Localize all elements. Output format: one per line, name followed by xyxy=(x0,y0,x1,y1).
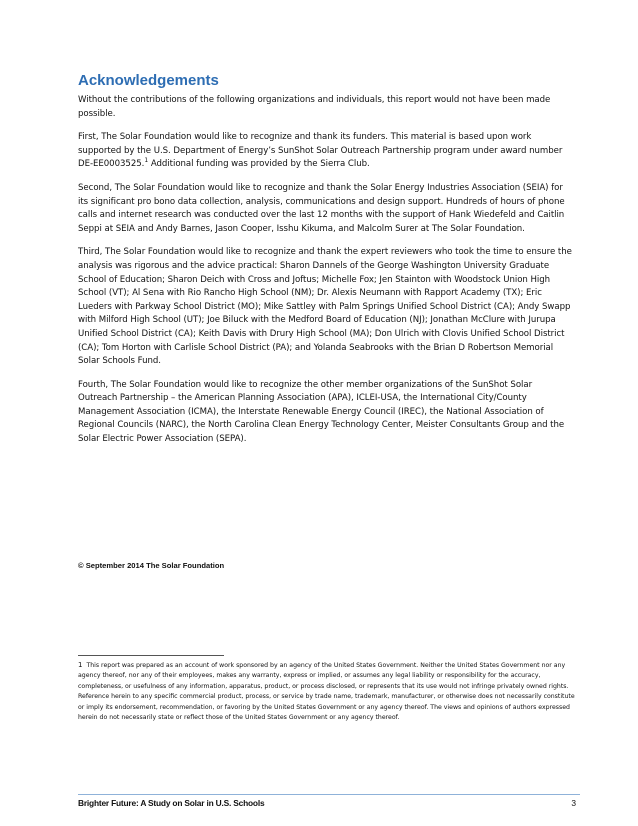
paragraph-seia: Second, The Solar Foundation would like to recognize and thank the Solar Energy Industries Association (SEIA) for its significant pro bono data collection, analysis, communications and design support. Hundreds of hours of phone calls and internet research was conducted over the last 12 months with the support of Hank Wiedefeld and Caitlin Seppi at SEIA and Andy Barnes, Jason Cooper, Isshu Kikuma, and Malcolm Surer at The Solar Foundation. xyxy=(78,182,565,234)
page-number: 3 xyxy=(571,798,576,808)
section-heading: Acknowledgements xyxy=(78,72,219,89)
paragraph-reviewers: Third, The Solar Foundation would like to recognize and thank the expert reviewers who took the time to ensure the analysis was rigorous and the advice practical: Sharon Dannels of the George Washington University Graduate School of Education; Sharon Deich with Cross and Joftus; Michelle Fox; Jen Stainton with Woodstock Union High School (VT); Al Sena with Rio Rancho High School (NM); Dr. Alexis Neumann with Rapport Academy (TX); Eric Lueders with Parkway School District (MO); Mike Sattley with Palm Springs Unified School District (CA); Andy Swapp with Milford High School (UT); Joe Biluck with the Medford Board of Education (NJ); Jonathan McClure with Jurupa Unified School District (CA); Keith Davis with Drury High School (MA); Don Ulrich with Clovis Unified School District (CA); Tom Horton with Carlisle School District (PA); and Yolanda Seabrooks with the Brian D Robertson Memorial Solar Schools Fund. xyxy=(78,247,572,367)
footnote xyxy=(78,660,578,723)
footer-divider xyxy=(78,794,580,795)
copyright-notice: © September 2014 The Solar Foundation xyxy=(78,561,225,570)
document-page xyxy=(78,0,580,826)
footnote-divider xyxy=(78,655,224,656)
paragraph-funders-text: First, The Solar Foundation would like to recognize and thank its funders. This material is based upon work supported by the U.S. Department of Energy’s SunShot Solar Outreach Partnership program under award number DE-EE0003525. xyxy=(78,132,563,170)
footer-title: Brighter Future: A Study on Solar in U.S. Schools xyxy=(78,798,265,808)
paragraph-funders xyxy=(78,131,573,172)
footnote-number: 1 xyxy=(78,661,83,669)
paragraph-funders-tail: Additional funding was provided by the Sierra Club. xyxy=(148,159,370,170)
paragraph-intro: Without the contributions of the following organizations and individuals, this report would not have been made possible. xyxy=(78,95,551,119)
paragraph-partners: Fourth, The Solar Foundation would like to recognize the other member organizations of the SunShot Solar Outreach Partnership – the American Planning Association (APA), ICLEI-USA, the International City/County Management Association (ICMA), the Interstate Renewable Energy Council (IREC), the National Association of Regional Councils (NARC), the North Carolina Clean Energy Technology Center, Meister Consultants Group and the Solar Electric Power Association (SEPA). xyxy=(78,379,565,445)
body-text xyxy=(78,94,573,457)
footnote-reference[interactable]: 1 xyxy=(144,157,149,165)
footnote-text: This report was prepared as an account of work sponsored by an agency of the United States Government. Neither the United States Government nor any agency thereof, nor any of their employees, makes any warranty, express or implied, or assumes any legal liability or responsibility for the accuracy, completeness, or usefulness of any information, apparatus, product, or process disclosed, or represents that its use would not infringe privately owned rights. Reference herein to any specific commercial product, process, or service by trade name, trademark, manufacturer, or otherwise does not necessarily constitute or imply its endorsement, recommendation, or favoring by the United States Government or any agency thereof. The views and opinions of authors expressed herein do not necessarily state or reflect those of the United States Government or any agency thereof. xyxy=(78,662,575,722)
